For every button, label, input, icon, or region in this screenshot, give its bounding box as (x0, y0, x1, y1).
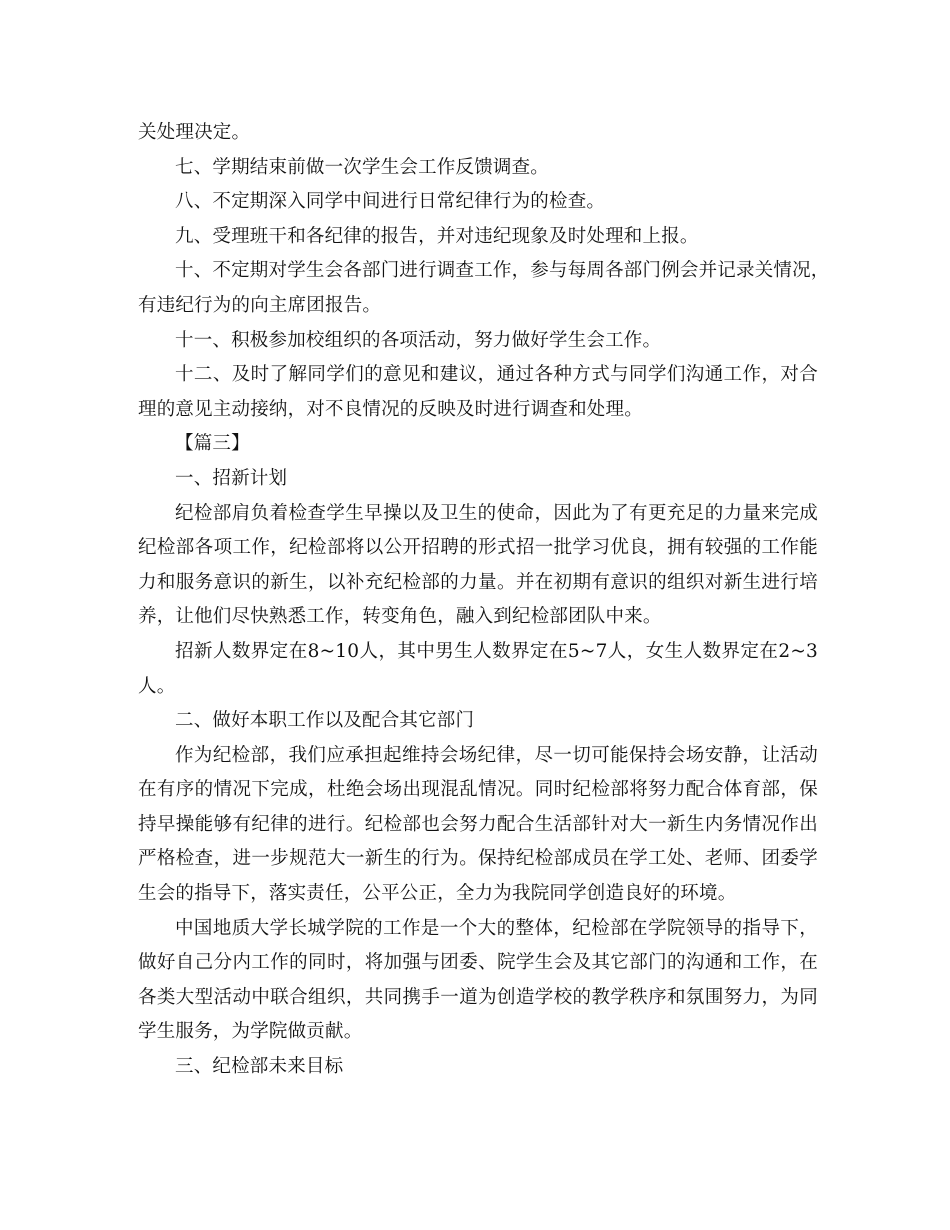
paragraph-line: 严格检查，进一步规范大一新生的行为。保持纪检部成员在学工处、老师、团委学 (138, 848, 818, 870)
paragraph-line: 人。 (138, 675, 176, 697)
paragraph-line: 纪检部肩负着检查学生早操以及卫生的使命，因此为了有更充足的力量来完成 (175, 502, 818, 524)
list-item-9: 九、受理班干和各纪律的报告，并对违纪现象及时处理和上报。 (175, 225, 699, 247)
section-heading-part-three: 【篇三】 (175, 433, 250, 455)
list-item-11: 十一、积极参加校组织的各项活动，努力做好学生会工作。 (175, 329, 662, 351)
paragraph-line: 持早操能够有纪律的进行。纪检部也会努力配合生活部针对大一新生内务情况作出 (138, 813, 818, 835)
document-body (138, 116, 830, 1085)
list-item-12: 十二、及时了解同学们的意见和建议，通过各种方式与同学们沟通工作，对合 (175, 364, 818, 386)
subsection-heading-future-goals: 三、纪检部未来目标 (175, 1056, 344, 1078)
subsection-heading-duties: 二、做好本职工作以及配合其它部门 (175, 710, 475, 732)
list-item-7: 七、学期结束前做一次学生会工作反馈调查。 (175, 156, 550, 178)
paragraph-line: 中国地质大学长城学院的工作是一个大的整体，纪检部在学院领导的指导下， (175, 917, 818, 939)
paragraph-line: 养，让他们尽快熟悉工作，转变角色，融入到纪检部团队中来。 (138, 606, 662, 628)
paragraph-line: 有违纪行为的向主席团报告。 (138, 294, 382, 316)
subsection-heading-recruitment: 一、招新计划 (175, 467, 288, 489)
paragraph-line: 纪检部各项工作，纪检部将以公开招聘的形式招一批学习优良，拥有较强的工作能 (138, 537, 818, 559)
paragraph-line: 作为纪检部，我们应承担起维持会场纪律，尽一切可能保持会场安静，让活动 (175, 744, 818, 766)
paragraph-line: 做好自己分内工作的同时，将加强与团委、院学生会及其它部门的沟通和工作，在 (138, 952, 818, 974)
paragraph-line: 招新人数界定在8~10人，其中男生人数界定在5~7人，女生人数界定在2~3 (175, 640, 818, 662)
list-item-8: 八、不定期深入同学中间进行日常纪律行为的检查。 (175, 191, 606, 213)
paragraph-line: 理的意见主动接纳，对不良情况的反映及时进行调查和处理。 (138, 398, 643, 420)
list-item-10: 十、不定期对学生会各部门进行调查工作，参与每周各部门例会并记录关情况， (175, 260, 830, 282)
paragraph-line: 在有序的情况下完成，杜绝会场出现混乱情况。同时纪检部将努力配合体育部，保 (138, 779, 818, 801)
paragraph-line: 学生服务，为学院做贡献。 (138, 1021, 363, 1043)
paragraph-line: 关处理决定。 (138, 122, 251, 143)
paragraph-line: 生会的指导下，落实责任，公平公正，全力为我院同学创造良好的环境。 (138, 883, 737, 905)
paragraph-line: 力和服务意识的新生，以补充纪检部的力量。并在初期有意识的组织对新生进行培 (138, 571, 818, 593)
paragraph-line: 各类大型活动中联合组织，共同携手一道为创造学校的教学秩序和氛围努力，为同 (138, 986, 818, 1008)
